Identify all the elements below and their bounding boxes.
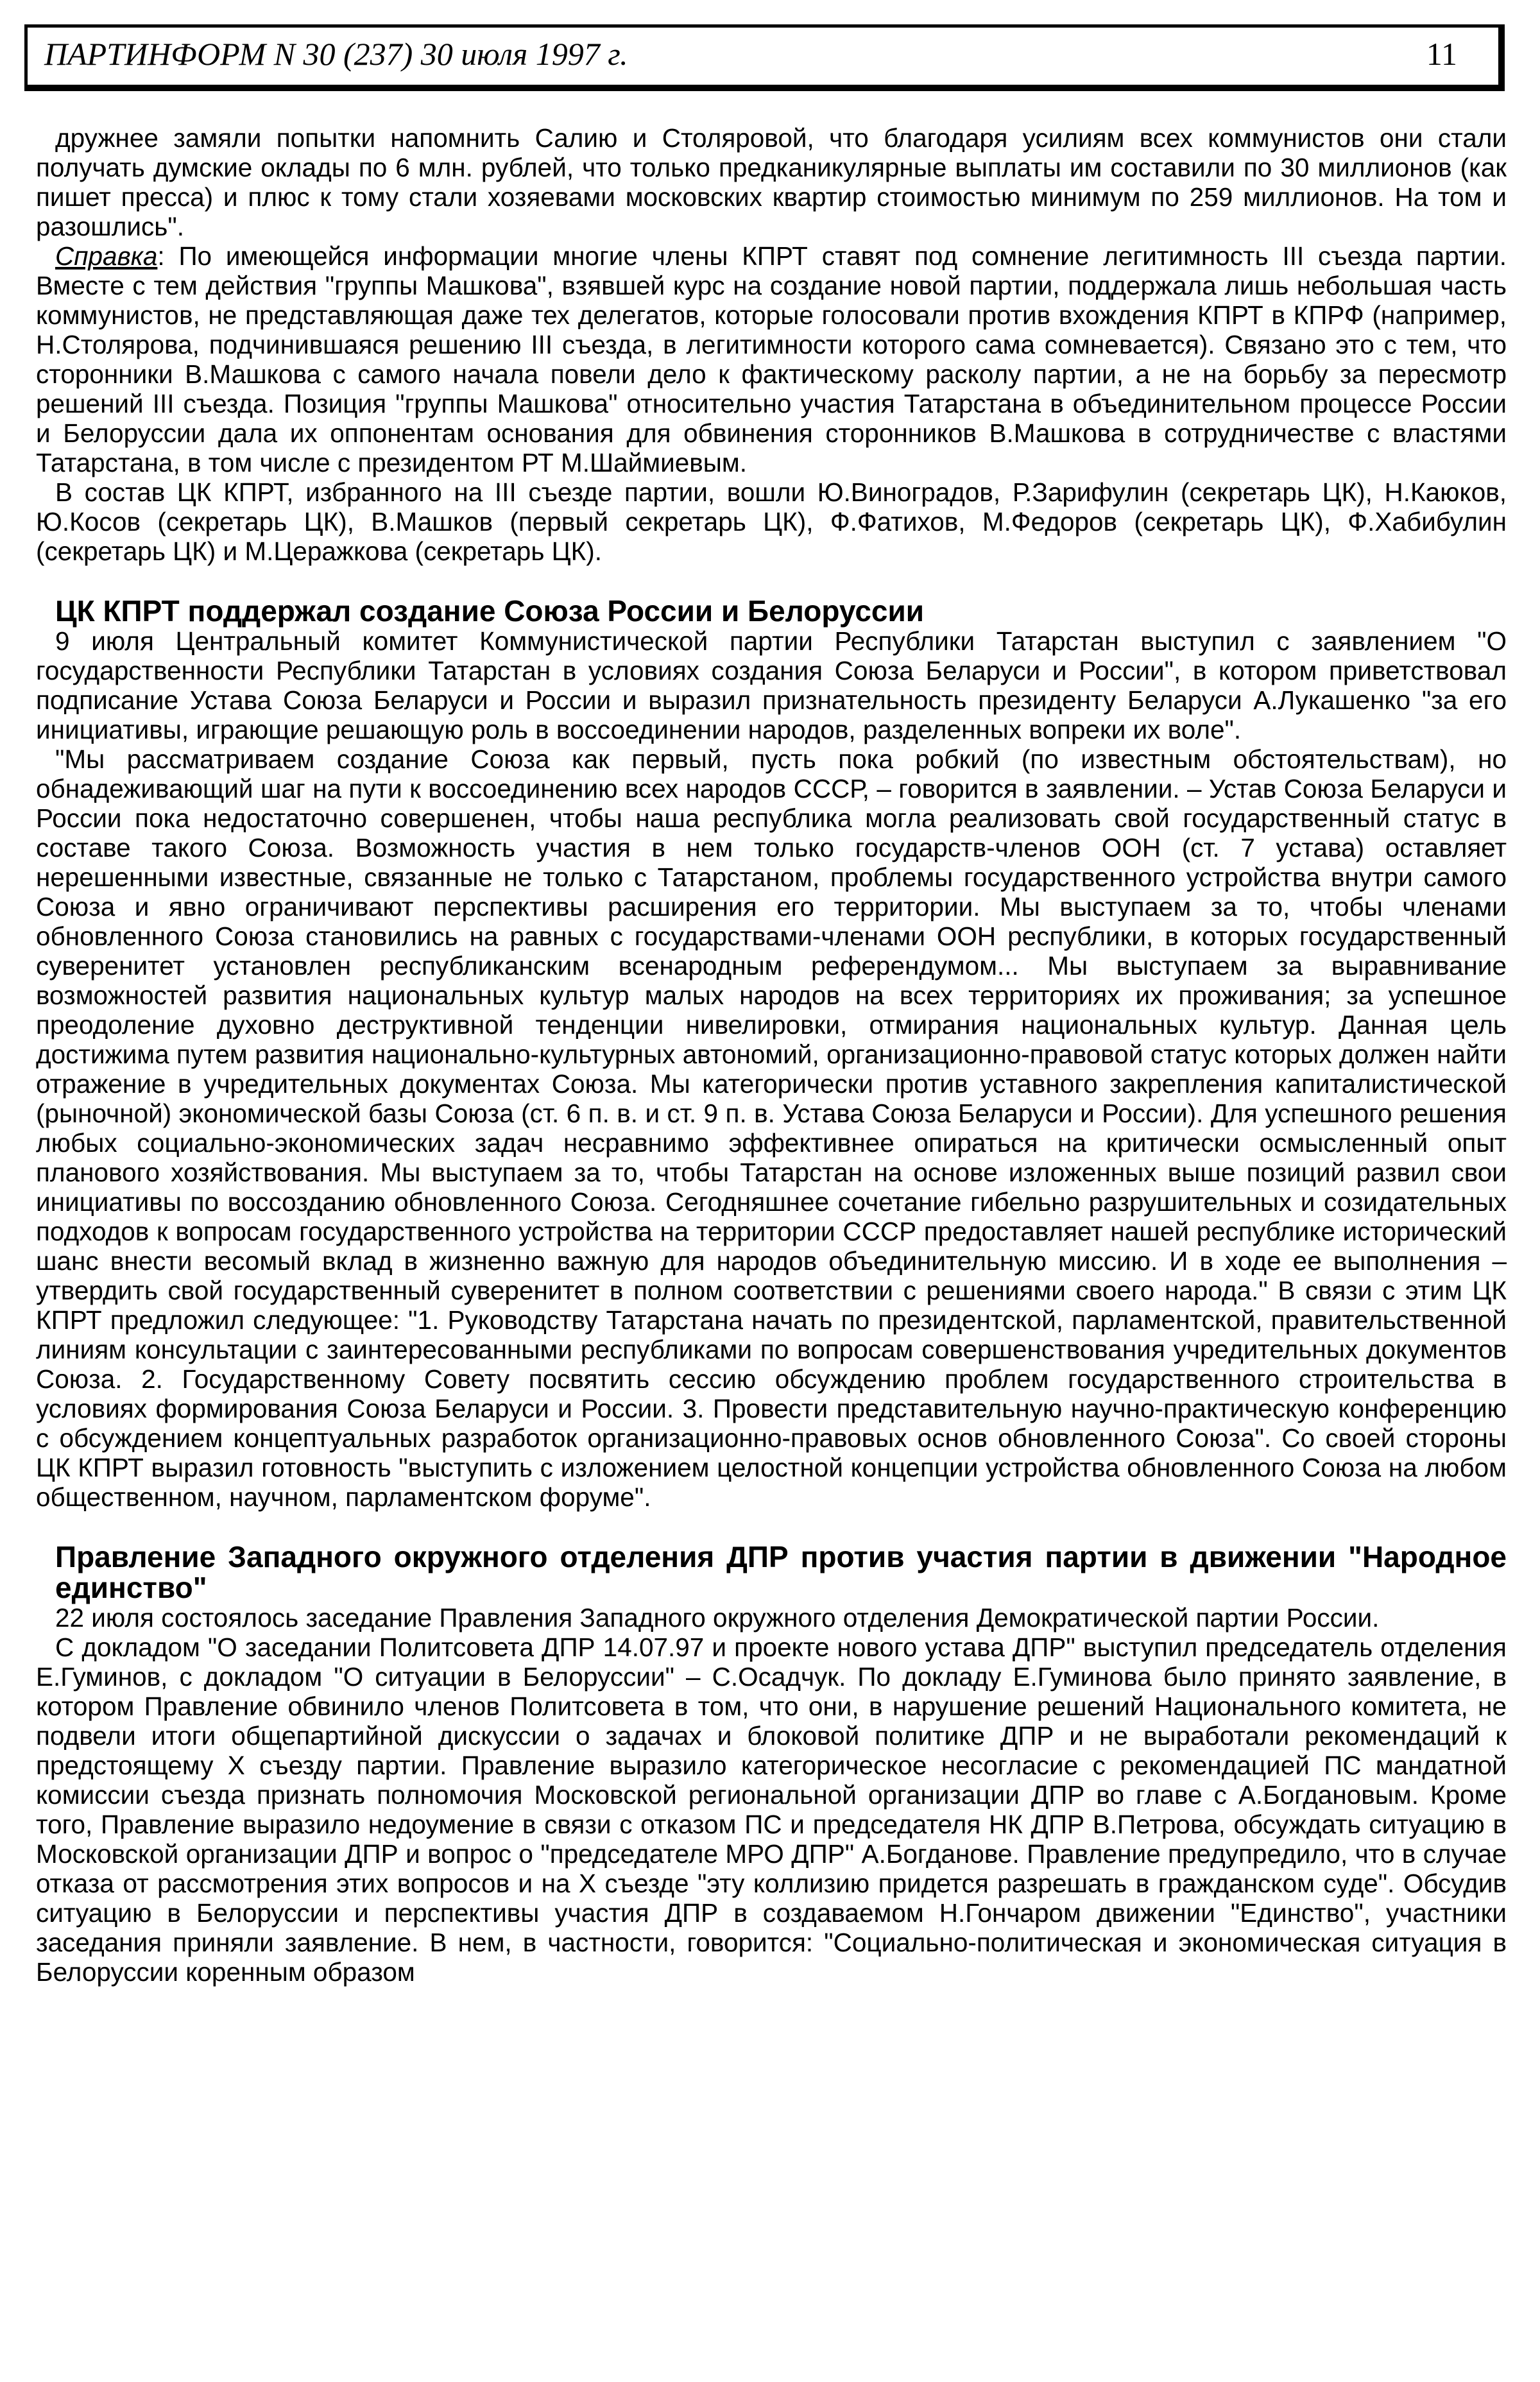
members-paragraph: В состав ЦК КПРТ, избранного на III съезде партии, вошли Ю.Виноградов, Р.Зарифулин (секретарь ЦК), Н.Каюков, Ю.Косов (секретарь ЦК), В.Машков (первый секретарь ЦК), Ф.Фатихов, М.Федоров (секретарь ЦК), Ф.Хабибулин (секретарь ЦК) и М.Церажкова (секретарь ЦК). xyxy=(36,477,1507,566)
note-paragraph xyxy=(36,241,1507,477)
note-label: Справка xyxy=(55,241,158,271)
section-paragraph: 22 июля состоялось заседание Правления Западного окружного отделения Демократической партии России. xyxy=(55,1603,1380,1632)
section-paragraph: "Мы рассматриваем создание Союза как первый, пусть пока робкий (по известным обстоятельствам), но обнадеживающий шаг на пути к воссоединению всех народов СССР, – говорится в заявлении. – Устав Союза Беларуси и России пока недостаточно совершенен, чтобы наша республика могла реализовать свой государственный статус в составе такого Союза. Возможность участия в нем только государств-членов ООН (ст. 7 устава) оставляет нерешенными известные, связанные не только с Татарстаном, проблемы государственного устройства внутри самого Союза и явно ограничивают перспективы расширения его территории. Мы выступаем за то, чтобы членами обновленного Союза становились на равных с государствами-членами ООН республики, в которых государственный суверенитет установлен республиканским всенародным референдумом... Мы выступаем за выравнивание возможностей развития национальных культур малых народов на всех территориях их проживания; за успешное преодоление духовно деструктивной тенденции нивелировки, отмирания национальных культур. Данная цель достижима путем развития национально-культурных автономий, организационно-правовой статус которых должен найти отражение в учредительных документах Союза. Мы категорически против уставного закрепления капиталистической (рыночной) экономической базы Союза (ст. 6 п. в. и ст. 9 п. в. Устава Союза Беларуси и России). Для успешного решения любых социально-экономических задач несравнимо эффективнее опираться на критически осмысленный опыт планового хозяйствования. Мы выступаем за то, чтобы Татарстан на основе изложенных выше позиций развил свои инициативы по воссозданию обновленного Союза. Сегодняшнее сочетание гибельно разрушительных и созидательных подходов к вопросам государственного устройства на территории СССР предоставляет нашей республике исторический шанс внести весомый вклад в жизненно важную для народов объединительную миссию. И в ходе ее выполнения – утвердить свой государственный суверенитет в полном соответствии с решениями своего народа." В связи с этим ЦК КПРТ предложил следующее: "1. Руководству Татарстана начать по президентской, парламентской, правительственной линиям консультации с заинтересованными республиками по вопросам совершенствования учредительных документов Союза. 2. Государственному Совету посвятить сессию обсуждению проблем государственного строительства в условиях формирования Союза Беларуси и России. 3. Провести представительную научно-практическую конференцию с обсуждением концептуальных разработок организационно-правовых основ обновленного Союза". Со своей стороны ЦК КПРТ выразил готовность "выступить с изложением целостной концепции устройства обновленного Союза на любом общественном, научном, парламентском форуме". xyxy=(36,744,1507,1512)
note-text: : По имеющейся информации многие члены КПРТ ставят под сомнение легитимность III съезда партии. Вместе с тем действия "группы Машкова", взявшей курс на создание новой партии, поддержала лишь небольшая часть коммунистов, не представляющая даже тех делегатов, которые голосовали против вхождения КПРТ в КПРФ (например, Н.Столярова, подчинившаяся решению III съезда, в легитимности которого сама сомневается). Связано это с тем, что сторонники В.Машкова с самого начала повели дело к фактическому расколу партии, а не на борьбу за пересмотр решений III съезда. Позиция "группы Машкова" относительно участия Татарстана в объединительном процессе России и Белоруссии дала их оппонентам основания для обвинения сторонников В.Машкова в сотрудничестве с властями Татарстана, в том числе с президентом РТ М.Шаймиевым. xyxy=(36,241,1507,477)
section-paragraph: 9 июля Центральный комитет Коммунистической партии Республики Татарстан выступил с заявлением "О государственности Республики Татарстан в условиях создания Союза Беларуси и России", в котором приветствовал подписание Устава Союза Беларуси и России и выразил признательность президенту Беларуси А.Лукашенко "за его инициативы, играющие решающую роль в воссоединении народов, разделенных вопреки их воле". xyxy=(36,626,1507,744)
section-heading: Правление Западного окружного отделения ДПР против участия партии в движении "Народное единство" xyxy=(55,1540,1507,1604)
publication-title: ПАРТИНФОРМ N 30 (237) 30 июля 1997 г. xyxy=(44,36,628,72)
article-body xyxy=(36,123,1507,1987)
page-number: 11 xyxy=(1426,36,1457,72)
page-header xyxy=(24,24,1505,91)
section-heading: ЦК КПРТ поддержал создание Союза России и Белоруссии xyxy=(55,594,925,628)
section-paragraph: С докладом "О заседании Политсовета ДПР 14.07.97 и проекте нового устава ДПР" выступил председатель отделения Е.Гуминов, с докладом "О ситуации в Белоруссии" – С.Осадчук. По докладу Е.Гуминова было принято заявление, в котором Правление обвинило членов Политсовета в том, что они, в нарушение решений Национального комитета, не подвели итоги общепартийной дискуссии о задачах и блоковой политике ДПР и не выработали рекомендаций к предстоящему X съезду партии. Правление выразило категорическое несогласие с рекомендацией ПС мандатной комиссии съезда признать полномочия Московской региональной организации ДПР во главе с А.Богдановым. Кроме того, Правление выразило недоумение в связи с отказом ПС и председателя НК ДПР В.Петрова, обсуждать ситуацию в Московской организации ДПР и вопрос о "председателе МРО ДПР" А.Богданове. Правление предупредило, что в случае отказа от рассмотрения этих вопросов и на X съезде "эту коллизию придется разрешать в гражданском суде". Обсудив ситуацию в Белоруссии и перспективы участия ДПР в создаваемом Н.Гончаром движении "Единство", участники заседания приняли заявление. В нем, в частности, говорится: "Социально-политическая и экономическая ситуация в Белоруссии коренным образом xyxy=(36,1632,1507,1987)
intro-paragraph: дружнее замяли попытки напомнить Салию и Столяровой, что благодаря усилиям всех коммунистов они стали получать думские оклады по 6 млн. рублей, что только предканикулярные выплаты им составили по 30 миллионов (как пишет пресса) и плюс к тому стали хозяевами московских квартир стоимостью минимум по 259 миллионов. На том и разошлись". xyxy=(36,123,1507,241)
